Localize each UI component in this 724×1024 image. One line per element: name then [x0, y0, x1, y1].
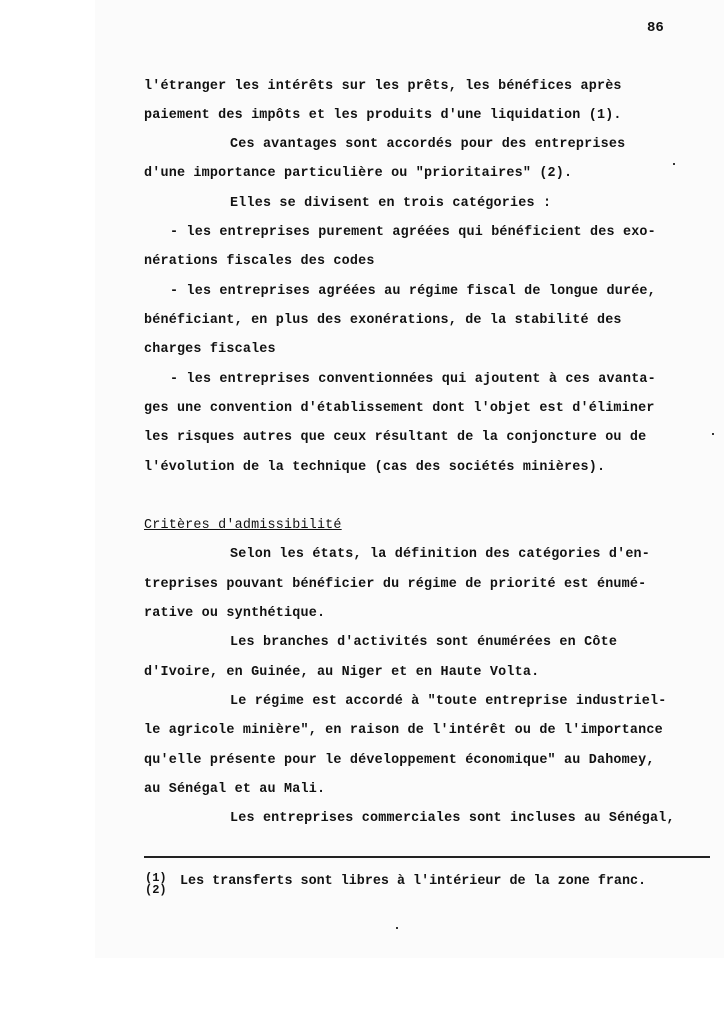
body-line: qu'elle présente pour le développement économique" au Dahomey, — [144, 753, 655, 768]
body-line: bénéficiant, en plus des exonérations, de la stabilité des — [144, 313, 622, 328]
scan-speck — [673, 163, 675, 165]
body-line: nérations fiscales des codes — [144, 254, 375, 269]
body-line: paiement des impôts et les produits d'une liquidation (1). — [144, 108, 622, 123]
body-line: Le régime est accordé à "toute entreprise industriel- — [230, 694, 667, 709]
scan-speck — [712, 433, 714, 435]
body-line: l'évolution de la technique (cas des sociétés minières). — [144, 460, 606, 475]
footnote-mark: (1) — [145, 871, 167, 885]
body-line: Ces avantages sont accordés pour des entreprises — [230, 137, 626, 152]
footnote-divider — [144, 856, 710, 858]
footnote-text: Les transferts sont libres à l'intérieur de la zone franc. — [180, 874, 647, 889]
section-heading: Critères d'admissibilité — [144, 518, 342, 533]
body-line: Les entreprises commerciales sont incluses au Sénégal, — [230, 811, 675, 826]
body-line: Les branches d'activités sont énumérées en Côte — [230, 635, 618, 650]
list-item: - les entreprises conventionnées qui ajoutent à ces avanta- — [170, 372, 656, 387]
body-line: ges une convention d'établissement dont l'objet est d'éliminer — [144, 401, 655, 416]
body-line: Selon les états, la définition des catégories d'en- — [230, 547, 651, 562]
body-line: rative ou synthétique. — [144, 606, 326, 621]
body-line: d'Ivoire, en Guinée, au Niger et en Haute Volta. — [144, 665, 540, 680]
scan-speck — [396, 927, 398, 929]
body-line: les risques autres que ceux résultant de la conjoncture ou de — [144, 430, 647, 445]
body-line: d'une importance particulière ou "prioritaires" (2). — [144, 166, 573, 181]
list-item: - les entreprises purement agréées qui bénéficient des exo- — [170, 225, 656, 240]
page-number: 86 — [647, 20, 664, 36]
footnote-marks — [145, 872, 167, 896]
body-line: le agricole minière", en raison de l'intérêt ou de l'importance — [144, 723, 663, 738]
body-line: l'étranger les intérêts sur les prêts, les bénéfices après — [144, 79, 622, 94]
body-line: au Sénégal et au Mali. — [144, 782, 326, 797]
body-line: Elles se divisent en trois catégories : — [230, 196, 552, 211]
footnote-mark: (2) — [145, 883, 167, 897]
list-item: - les entreprises agréées au régime fiscal de longue durée, — [170, 284, 656, 299]
body-line: charges fiscales — [144, 342, 276, 357]
body-line: treprises pouvant bénéficier du régime de priorité est énumé- — [144, 577, 647, 592]
